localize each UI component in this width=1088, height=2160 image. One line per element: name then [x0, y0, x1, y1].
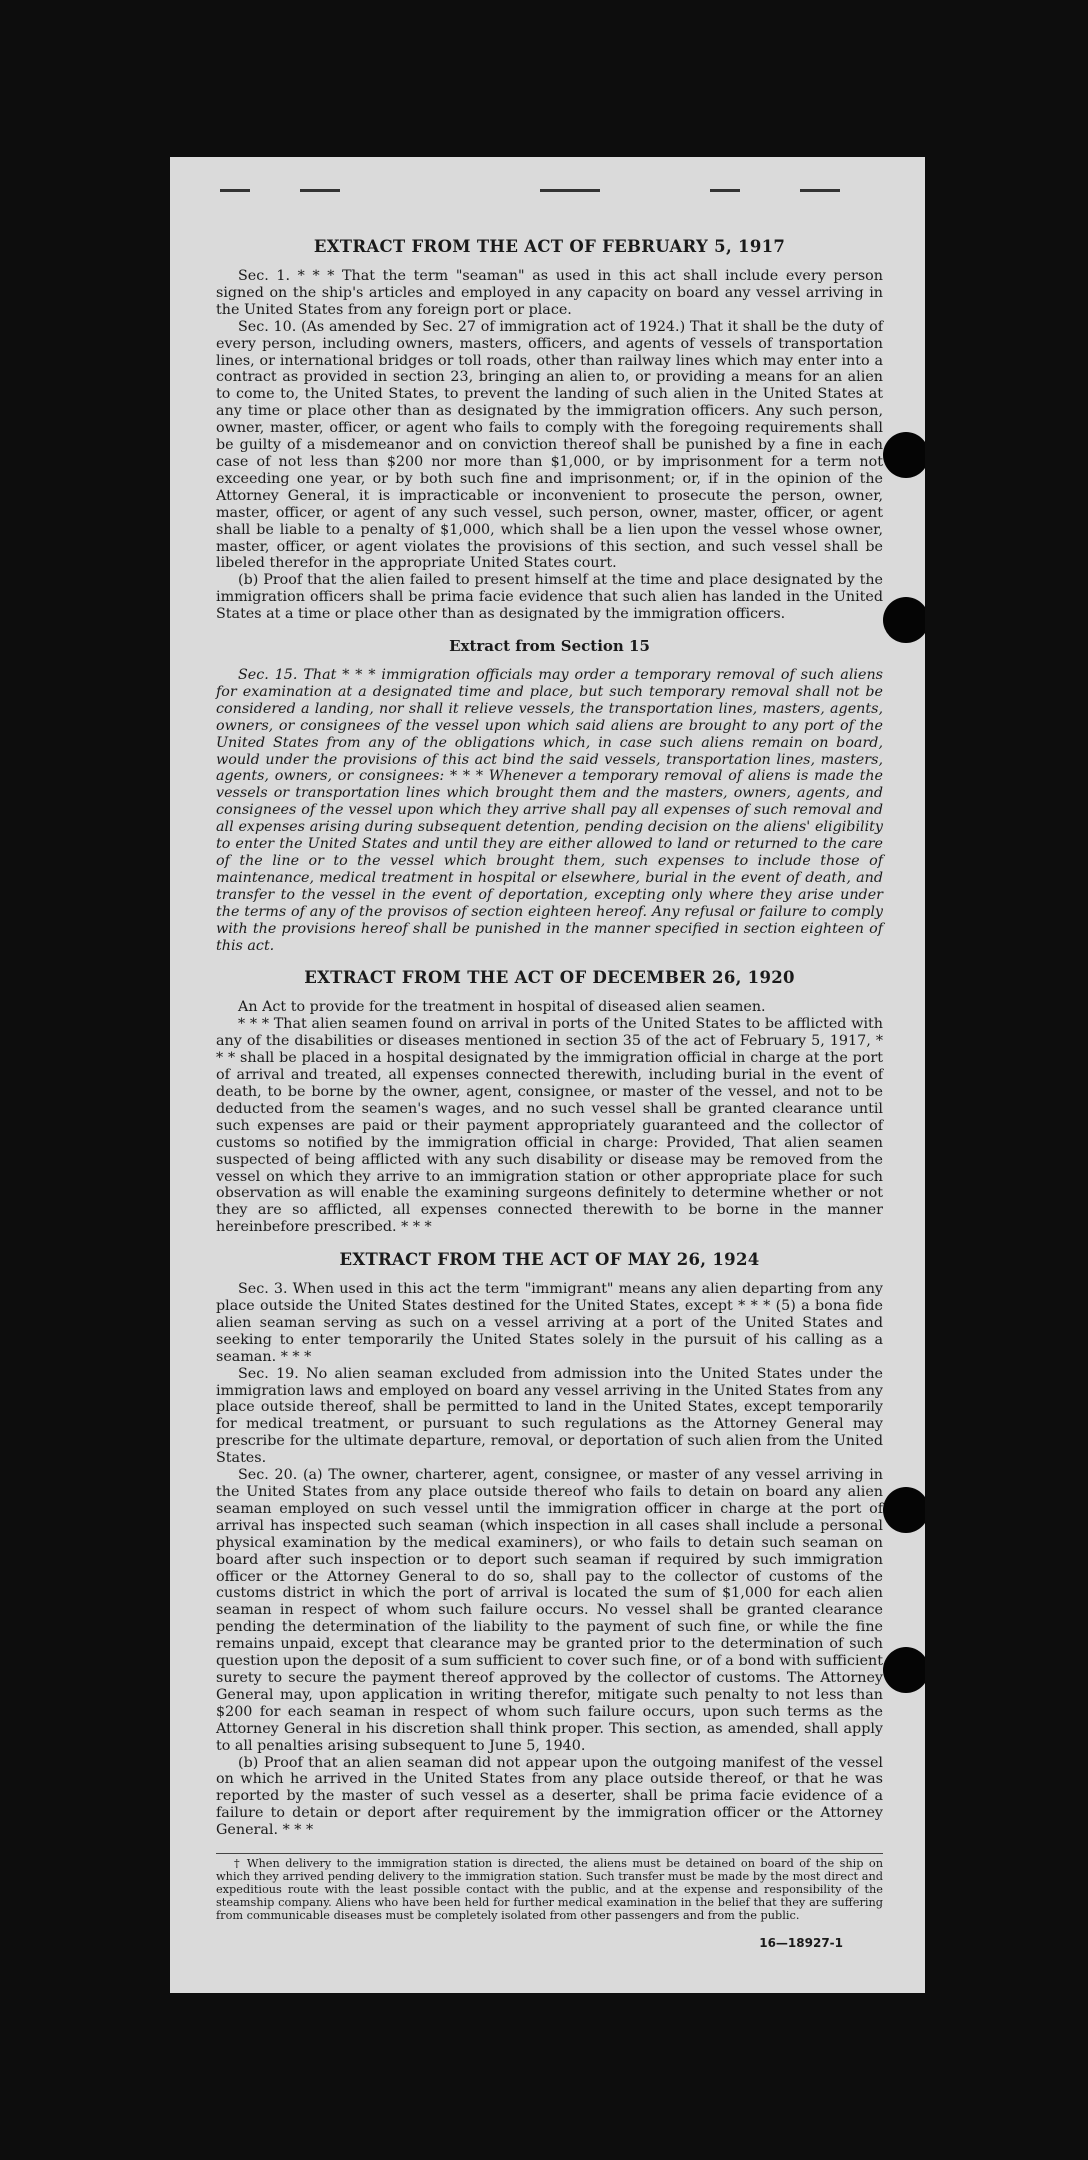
punch-hole-3 [883, 1487, 925, 1533]
form-number: 16—18927-1 [759, 1936, 843, 1951]
section-1917 [216, 268, 883, 623]
paragraph-sec-10-b: (b) Proof that the alien failed to present himself at the time and place designated by the immigration officers shall be prima facie evidence that such alien has landed in the United States at a time or place other than as designated by the immigration officers. [216, 572, 883, 623]
section-1924 [216, 1281, 883, 1839]
punch-hole-2 [883, 597, 925, 643]
heading-act-1920: EXTRACT FROM THE ACT OF DECEMBER 26, 1920 [304, 968, 795, 988]
heading-act-1924: EXTRACT FROM THE ACT OF MAY 26, 1924 [339, 1250, 760, 1270]
paragraph-sec-1: Sec. 1. * * * That the term "seaman" as used in this act shall include every person signed on the ship's articles and employed in any capacity on board any vessel arriving in the United States from any foreign port or place. [216, 268, 883, 318]
punch-hole-1 [883, 432, 925, 478]
paragraph-sec-3: Sec. 3. When used in this act the term "immigrant" means any alien departing from any place outside the United States destined for the United States, except * * * (5) a bona fide alien seaman serving as such on a vessel arriving at a port of the United States and seeking to enter temporarily the United States solely in the pursuit of his calling as a seaman. * * * [216, 1281, 883, 1365]
paragraph-1920-body: * * * That alien seamen found on arrival in ports of the United States to be afflicted with any of the disabilities or diseases mentioned in section 35 of the act of February 5, 1917, * * * shall be placed in a hospital designated by the immigration official in charge at the port of arrival and treated, all expenses connected therewith, including burial in the event of death, to be borne by the owner, agent, consignee, or master of the vessel, and not to be deducted from the seamen's wages, and no such vessel shall be granted clearance until such expenses are paid or their payment appropriately guaranteed and the collector of customs so notified by the immigration official in charge: Provided, That alien seamen suspected of being afflicted with any such disability or disease may be removed from the vessel on which they arrive to an immigration station or other appropriate place for such observation as will enable the examining surgeons definitely to determine whether or not they are so afflicted, all expenses connected therewith to be borne in the manner hereinbefore prescribed. * * * [216, 1016, 883, 1236]
paragraph-act-title-1920: An Act to provide for the treatment in hospital of diseased alien seamen. [238, 999, 766, 1016]
document-page [170, 157, 925, 1993]
paragraph-sec-20-b: (b) Proof that an alien seaman did not appear upon the outgoing manifest of the vessel on which he arrived in the United States from any place outside thereof, or that he was reported by the master of such vessel as a deserter, shall be prima facie evidence of a failure to detain or deport after requirement by the immigration officer or the Attorney General. * * * [216, 1754, 883, 1839]
section-15 [216, 667, 883, 954]
heading-act-1917: EXTRACT FROM THE ACT OF FEBRUARY 5, 1917 [313, 237, 786, 256]
paragraph-sec-19: Sec. 19. No alien seaman excluded from admission into the United States under the immigration laws and employed on board any vessel arriving in the United States from any place outside thereof, shall be permitted to land in the United States, except temporarily for medical treatment, or pursuant to such regulations as the Attorney General may prescribe for the ultimate departure, removal, or deportation of such alien from the United States. [216, 1365, 883, 1467]
section-1920 [216, 999, 883, 1236]
paragraph-sec-20-a: Sec. 20. (a) The owner, charterer, agent, consignee, or master of any vessel arriving in the United States from any place outside thereof who fails to detain on board any alien seaman employed on such vessel until the immigration officer in charge at the port of arrival has inspected such seaman (which inspection in all cases shall include a personal physical examination by the medical examiners), or who fails to detain such seaman on board after such inspection or to deport such seaman if required by such immigration officer or the Attorney General to do so, shall pay to the collector of customs of the customs district in which the port of arrival is located the sum of $1,000 for each alien seaman in respect of whom such failure occurs. No vessel shall be granted clearance pending the determination of the liability to the payment of such fine, or while the fine remains unpaid, except that clearance may be granted prior to the determination of such question upon the deposit of a sum sufficient to cover such fine, or of a bond with sufficient surety to secure the payment thereof approved by the collector of customs. The Attorney General may, upon application in writing therefor, mitigate such penalty to not less than $200 for each seaman in respect of whom such failure occurs, upon such terms as the Attorney General in his discretion shall think proper. This section, as amended, shall apply to all penalties arising subsequent to June 5, 1940. [216, 1467, 883, 1754]
paragraph-sec-15: Sec. 15. That * * * immigration officials may order a temporary removal of such aliens for examination at a designated time and place, but such temporary removal shall not be considered a landing, nor shall it relieve vessels, the transportation lines, masters, agents, owners, or consignees of the vessel upon which said aliens are brought to any port of the United States from any of the obligations which, in case such aliens remain on board, would under the provisions of this act bind the said vessels, transportation lines, masters, agents, owners, or consignees: * * * Whenever a temporary removal of aliens is made the vessels or transportation lines which brought them and the masters, owners, agents, and consignees of the vessel upon which they arrive shall pay all expenses of such removal and all expenses arising during subsequent detention, pending decision on the aliens' eligibility to enter the United States and until they are either allowed to land or returned to the care of the line or to the vessel which brought them, such expenses to include those of maintenance, medical treatment in hospital or elsewhere, burial in the event of death, and transfer to the vessel in the event of deportation, excepting only where they arise under the terms of any of the provisos of section eighteen hereof. Any refusal or failure to comply with the provisions hereof shall be punished in the manner specified in section eighteen of this act. [216, 667, 883, 954]
heading-section-15: Extract from Section 15 [449, 637, 650, 656]
paragraph-sec-10: Sec. 10. (As amended by Sec. 27 of immigration act of 1924.) That it shall be the duty of every person, including owners, masters, officers, and agents of vessels of transportation lines, or international bridges or toll roads, other than railway lines which may enter into a contract as provided in section 23, bringing an alien to, or providing a means for an alien to come to, the United States, to prevent the landing of such alien in the United States at any time or place other than as designated by the immigration officers. Any such person, owner, master, officer, or agent who fails to comply with the foregoing requirements shall be guilty of a misdemeanor and on conviction thereof shall be punished by a fine in each case of not less than $200 nor more than $1,000, or by imprisonment for a term not exceeding one year, or by both such fine and imprisonment; or, if in the opinion of the Attorney General, it is impracticable or inconvenient to prosecute the person, owner, master, officer, or agent of any such vessel, such person, owner, master, officer, or agent shall be liable to a penalty of $1,000, which shall be a lien upon the vessel whose owner, master, officer, or agent violates the provisions of this section, and such vessel shall be libeled therefor in the appropriate United States court. [216, 318, 883, 572]
punch-hole-4 [883, 1647, 925, 1693]
top-edge-marks [210, 185, 885, 195]
footnote: † When delivery to the immigration station is directed, the aliens must be detained on board of the ship on which they arrived pending delivery to the immigration station. Such transfer must be made by the most direct and expeditious route with the least possible contact with the public, and at the expense and responsibility of the steamship company. Aliens who have been held for further medical examination in the belief that they are suffering from communicable diseases must be completely isolated from other passengers and from the public. [216, 1853, 883, 1922]
